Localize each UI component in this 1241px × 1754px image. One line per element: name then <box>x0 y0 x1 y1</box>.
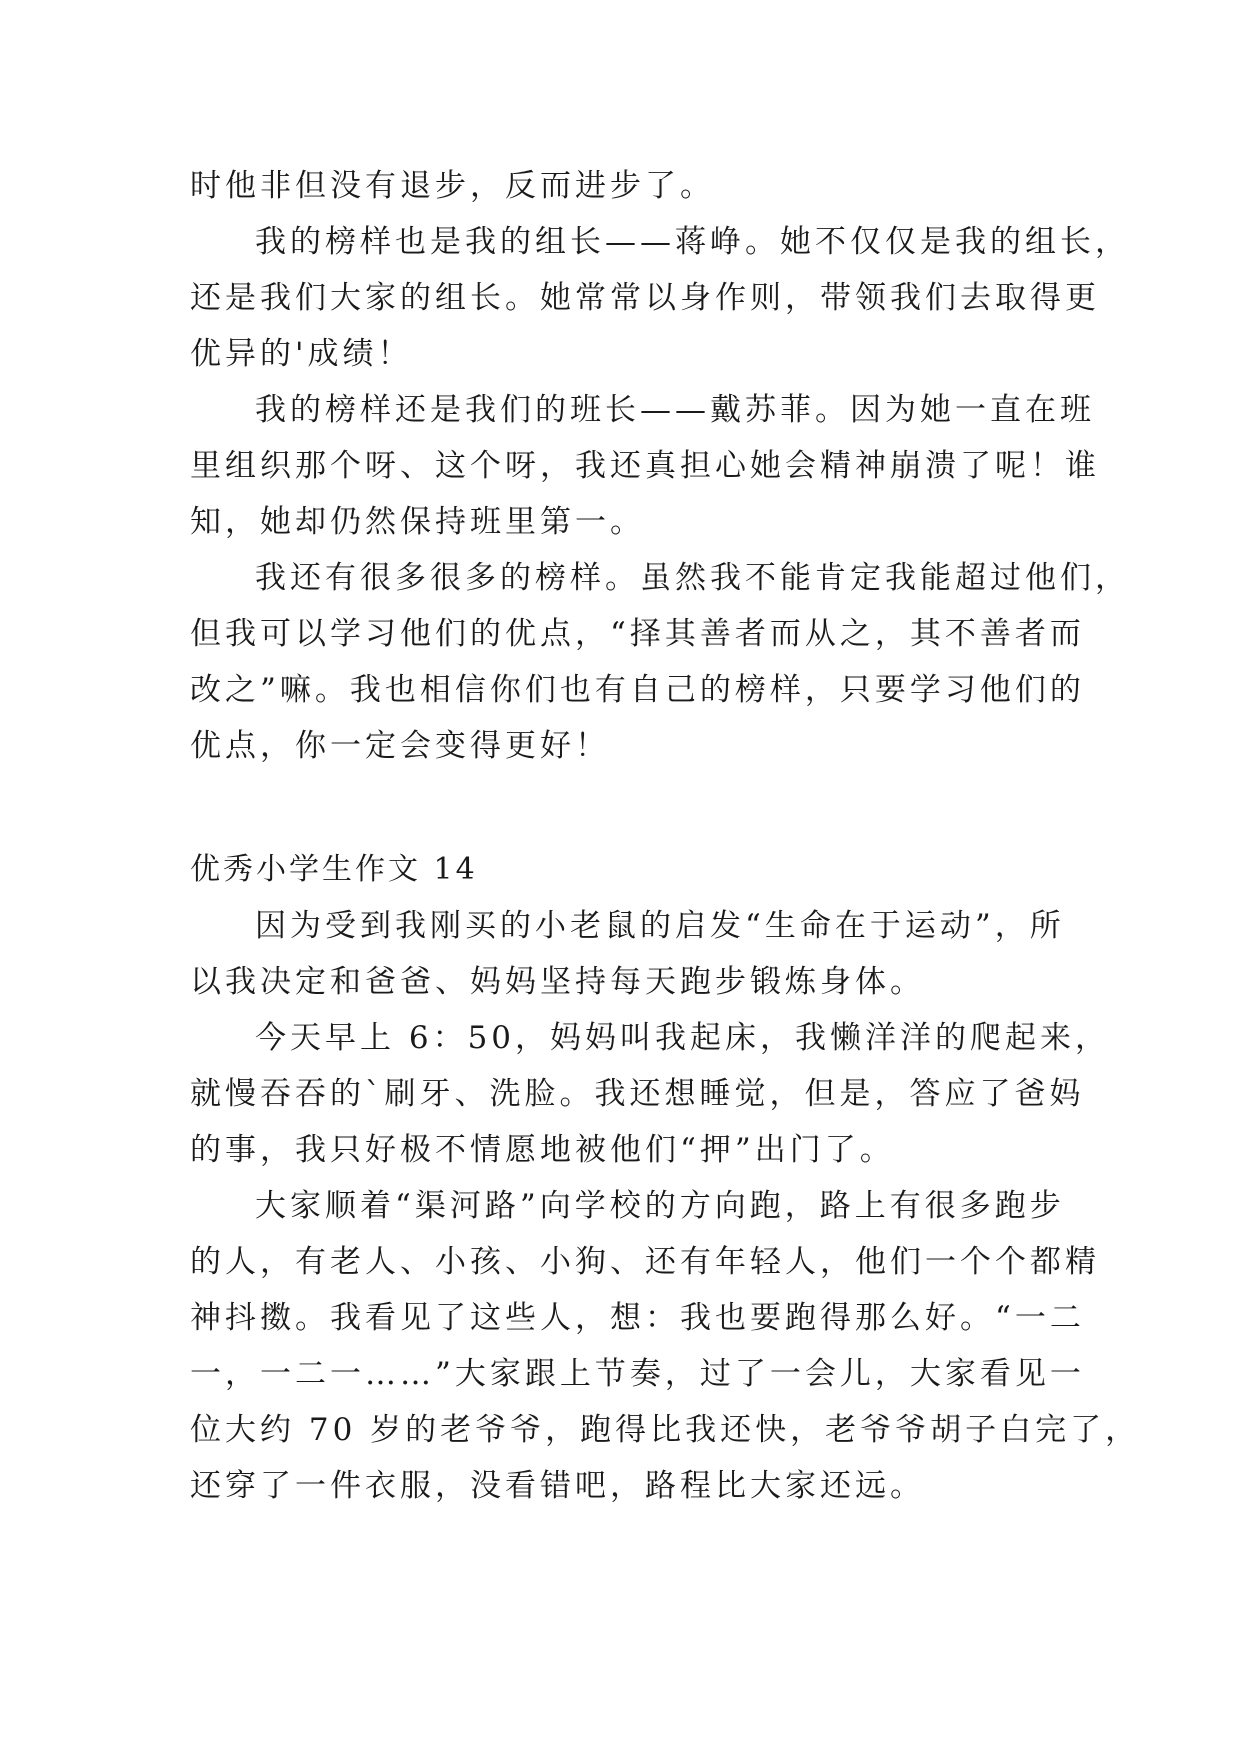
text-line: 就慢吞吞的`刷牙、洗脸。我还想睡觉，但是，答应了爸妈 <box>190 1076 1085 1112</box>
paragraph-first-line: 今天早上 6：50，妈妈叫我起床，我懒洋洋的爬起来， <box>255 1020 1111 1056</box>
paragraph-first-line: 因为受到我刚买的小老鼠的启发“生命在于运动”，所 <box>255 908 1065 944</box>
text-line: 还穿了一件衣服，没看错吧，路程比大家还远。 <box>190 1468 925 1504</box>
text-line: 还是我们大家的组长。她常常以身作则，带领我们去取得更 <box>190 280 1100 316</box>
text-line: 神抖擞。我看见了这些人，想：我也要跑得那么好。“一二 <box>190 1300 1085 1336</box>
text-line: 优点，你一定会变得更好！ <box>190 728 610 764</box>
text-line: 知，她却仍然保持班里第一。 <box>190 504 645 540</box>
text-line: 但我可以学习他们的优点，“择其善者而从之，其不善者而 <box>190 616 1085 652</box>
text-line: 时他非但没有退步，反而进步了。 <box>190 168 715 204</box>
text-line: 以我决定和爸爸、妈妈坚持每天跑步锻炼身体。 <box>190 964 925 1000</box>
paragraph-first-line: 我的榜样还是我们的班长——戴苏菲。因为她一直在班 <box>255 392 1095 428</box>
text-line: 里组织那个呀、这个呀，我还真担心她会精神崩溃了呢！谁 <box>190 448 1100 484</box>
paragraph-first-line: 我的榜样也是我的组长——蒋峥。她不仅仅是我的组长， <box>255 224 1130 260</box>
paragraph-first-line: 我还有很多很多的榜样。虽然我不能肯定我能超过他们， <box>255 560 1130 596</box>
text-line: 改之”嘛。我也相信你们也有自己的榜样，只要学习他们的 <box>190 672 1085 708</box>
text-line: 一，一二一……”大家跟上节奏，过了一会儿，大家看见一 <box>190 1356 1085 1392</box>
paragraph-first-line: 大家顺着“渠河路”向学校的方向跑，路上有很多跑步 <box>255 1188 1065 1224</box>
essay-heading: 优秀小学生作文 14 <box>190 852 478 887</box>
text-line: 的事，我只好极不情愿地被他们“押”出门了。 <box>190 1132 895 1168</box>
text-line: 位大约 70 岁的老爷爷，跑得比我还快，老爷爷胡子白完了， <box>190 1412 1141 1448</box>
text-line: 的人，有老人、小孩、小狗、还有年轻人，他们一个个都精 <box>190 1244 1100 1280</box>
text-line: 优异的'成绩！ <box>190 336 413 372</box>
